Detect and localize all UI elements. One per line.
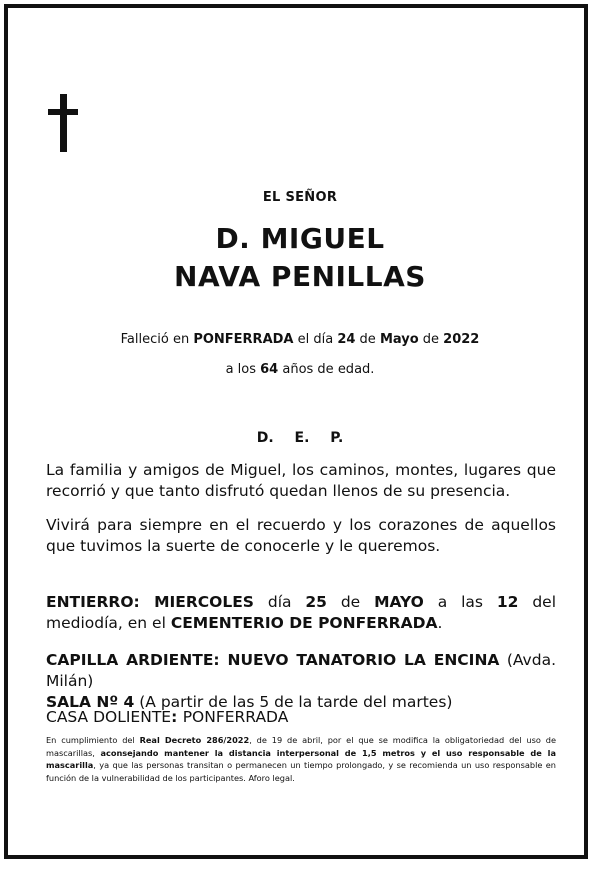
age-value: 64 [260, 362, 279, 377]
deceased-name-line1: D. MIGUEL [215, 222, 385, 255]
honorific-title: EL SEÑOR [262, 190, 338, 205]
age-info: a los 64 años de edad. [225, 362, 375, 377]
cemetery-name: CEMENTERIO DE PONFERRADA [170, 614, 438, 632]
deceased-name-line2: NAVA PENILLAS [174, 260, 426, 293]
death-info: Falleció en PONFERRADA el día 24 de Mayo de 2022 [120, 332, 480, 347]
death-year: 2022 [443, 332, 480, 347]
death-place: PONFERRADA [193, 332, 294, 347]
legal-notice: En cumplimiento del Real Decreto 286/2022, de 19 de abril, por el que se modifica la obligatoriedad del uso de mascarillas, aconsejando mantener la distancia interpersonal de 1,5 metros y el uso responsable de la mascarilla, ya que las personas transitan o permanecen un tiempo prolongado, y se recomienda un uso responsable en función de la vulnerabilidad de los participantes. Aforo legal. [46, 735, 556, 783]
mourning-house: CASA DOLIENTE: PONFERRADA [46, 708, 289, 726]
chapel-info: CAPILLA ARDIENTE: NUEVO TANATORIO LA ENCINA (Avda. Milán) SALA Nº 4 (A partir de las 5 de la tarde del martes) [46, 651, 556, 711]
tribute-paragraph-2: Vivirá para siempre en el recuerdo y los corazones de aquellos que tuvimos la suerte de conocerle y le queremos. [46, 516, 556, 555]
burial-info: ENTIERRO: MIERCOLES día 25 de MAYO a las 12 del mediodía, en el CEMENTERIO DE PONFERRADA. [46, 593, 557, 632]
tribute-paragraph-1: La familia y amigos de Miguel, los caminos, montes, lugares que recorrió y que tanto disfrutó quedan llenos de su presencia. [46, 461, 556, 500]
dep-heading: D. E. P. [256, 430, 344, 446]
death-day: 24 [337, 332, 356, 347]
death-month: Mayo [379, 332, 419, 347]
room-number: SALA Nº 4 [46, 693, 135, 711]
cross-icon [48, 94, 78, 152]
